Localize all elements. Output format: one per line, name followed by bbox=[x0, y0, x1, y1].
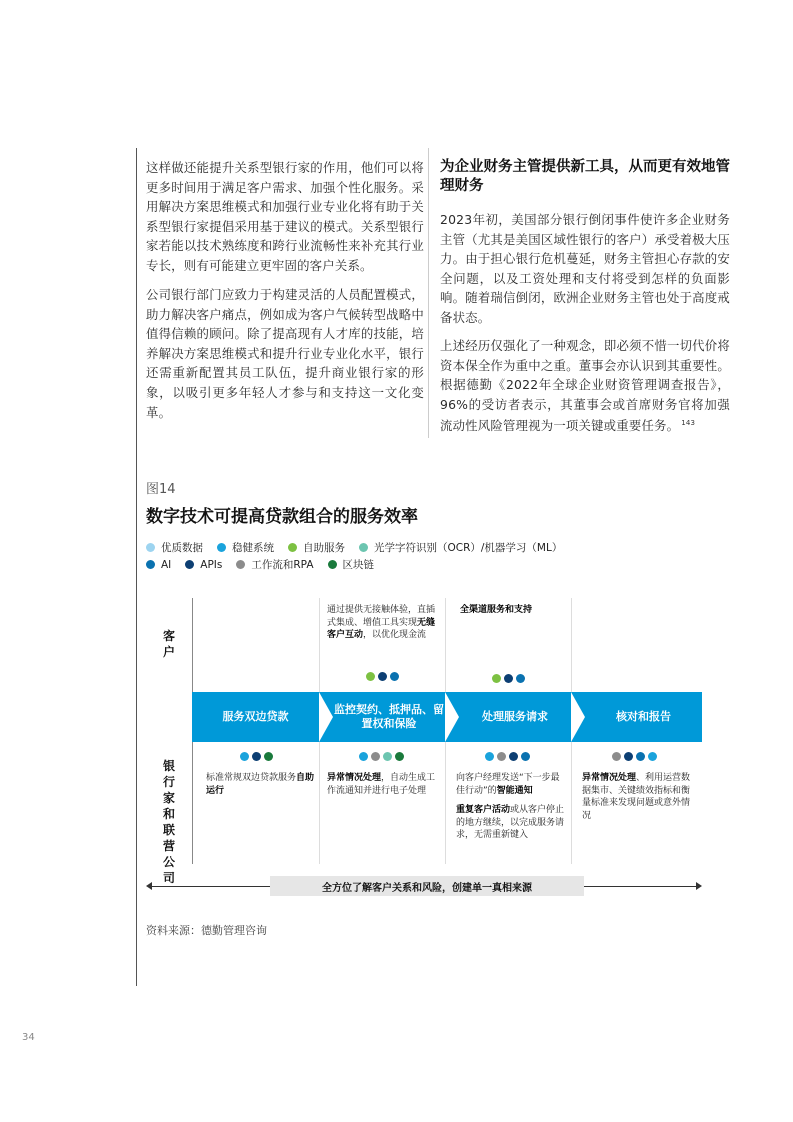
tech-dots bbox=[240, 752, 276, 761]
tech-dots bbox=[612, 752, 660, 761]
legend-item bbox=[185, 559, 222, 571]
circle-icon bbox=[366, 672, 375, 681]
legend-label: APIs bbox=[200, 558, 223, 571]
column-separator bbox=[571, 598, 572, 692]
circle-icon bbox=[236, 560, 245, 569]
circle-icon bbox=[492, 674, 501, 683]
stage-banner bbox=[192, 692, 702, 742]
desc-text: 标准常规双边贷款服务 bbox=[206, 773, 297, 783]
circle-icon bbox=[485, 752, 494, 761]
arrow-right-icon bbox=[696, 882, 702, 890]
desc-text: 向客户经理发送“下一步最佳行动”的 bbox=[456, 773, 560, 796]
circle-icon bbox=[288, 543, 297, 552]
column-separator bbox=[319, 742, 320, 864]
legend-item bbox=[328, 557, 375, 572]
legend-label: 工作流和RPA bbox=[251, 559, 314, 571]
chevron-separator bbox=[445, 692, 459, 742]
circle-icon bbox=[359, 543, 368, 552]
client-desc-3 bbox=[460, 604, 564, 617]
legend-row-1 bbox=[146, 540, 576, 555]
stage-4: 核对和报告 bbox=[616, 710, 671, 723]
column-separator bbox=[319, 598, 320, 692]
chevron-separator bbox=[319, 692, 333, 742]
row-label-banker: 银行家和联营公司 bbox=[162, 759, 175, 885]
desc-text: ，自动生成工作流通知并进行电子处理 bbox=[327, 773, 436, 796]
banker-desc-3 bbox=[456, 772, 566, 797]
figure-source: 资料来源：德勤管理咨询 bbox=[146, 924, 267, 937]
circle-icon bbox=[390, 672, 399, 681]
tech-dots bbox=[359, 752, 407, 761]
desc-bold: 自助运行 bbox=[206, 773, 315, 796]
circle-icon bbox=[648, 752, 657, 761]
stage-3: 处理服务请求 bbox=[482, 710, 548, 723]
legend-item bbox=[359, 540, 562, 555]
desc-bold: 无缝客户互动 bbox=[327, 617, 436, 640]
circle-icon bbox=[146, 543, 155, 552]
circle-icon bbox=[624, 752, 633, 761]
axis-line-top bbox=[192, 598, 193, 692]
legend-row-2 bbox=[146, 557, 388, 572]
tech-dots bbox=[492, 674, 528, 683]
right-paragraph-2-text: 上述经历仅强化了一种观念，即必须不惜一切代价将资本保全作为重中之重。董事会亦认识到其重要性。根据德勤《2022年全球企业财资管理调查报告》，96%的受访者表示，其董事会或首席财务官将加强流动性风险管理视为一项关键或重要任务。 bbox=[440, 338, 730, 434]
arrow-left-icon bbox=[146, 882, 152, 890]
right-paragraph-1: 2023年初，美国部分银行倒闭事件使许多企业财务主管（尤其是美国区域性银行的客户）承受着极大压力。由于担心银行危机蔓延，财务主管担心存款的安全问题，以及工资处理和支付将受到怎样的负面影响。随着瑞信倒闭，欧洲企业财务主管也处于高度戒备状态。 bbox=[440, 212, 730, 325]
page-number: 34 bbox=[22, 1032, 35, 1043]
right-paragraph-2 bbox=[440, 336, 730, 436]
banker-desc-1 bbox=[206, 772, 316, 797]
chevron-separator bbox=[571, 692, 585, 742]
circle-icon bbox=[240, 752, 249, 761]
circle-icon bbox=[146, 560, 155, 569]
circle-icon bbox=[612, 752, 621, 761]
banker-desc-2 bbox=[327, 772, 439, 797]
circle-icon bbox=[636, 752, 645, 761]
client-desc-2 bbox=[327, 604, 439, 642]
section-heading: 为企业财务主管提供新工具，从而更有效地管理财务 bbox=[440, 159, 730, 194]
column-separator bbox=[445, 598, 446, 692]
banker-desc-4 bbox=[582, 772, 696, 822]
desc-bold: 智能通知 bbox=[496, 785, 533, 796]
circle-icon bbox=[328, 560, 337, 569]
circle-icon bbox=[359, 752, 368, 761]
circle-icon bbox=[264, 752, 273, 761]
desc-bold: 异常情况处理 bbox=[582, 773, 637, 783]
footnote-ref: 143 bbox=[681, 419, 696, 428]
column-separator bbox=[571, 742, 572, 864]
legend-item bbox=[236, 557, 313, 572]
axis-line-bottom bbox=[192, 742, 193, 864]
desc-bold: 异常情况处理 bbox=[327, 773, 382, 783]
legend-label: 自助服务 bbox=[303, 542, 345, 554]
left-rule bbox=[136, 148, 137, 986]
figure-label: 图14 bbox=[146, 482, 176, 497]
circle-icon bbox=[185, 560, 194, 569]
legend-item bbox=[288, 540, 345, 555]
circle-icon bbox=[516, 674, 525, 683]
column-separator bbox=[445, 742, 446, 864]
circle-icon bbox=[395, 752, 404, 761]
circle-icon bbox=[504, 674, 513, 683]
banker-desc-3b bbox=[456, 804, 566, 842]
desc-text: ，以优化现金流 bbox=[363, 630, 427, 640]
circle-icon bbox=[217, 543, 226, 552]
circle-icon bbox=[383, 752, 392, 761]
legend-label: 光学字符识别（OCR）/机器学习（ML） bbox=[374, 542, 563, 554]
circle-icon bbox=[378, 672, 387, 681]
stage-2: 监控契约、抵押品、留置权和保险 bbox=[334, 703, 444, 730]
legend-item bbox=[146, 540, 203, 555]
desc-bold: 全渠道服务和支持 bbox=[460, 605, 533, 615]
legend-label: 稳健系统 bbox=[232, 542, 274, 554]
stage-1: 服务双边贷款 bbox=[222, 710, 289, 723]
figure-title: 数字技术可提高贷款组合的服务效率 bbox=[146, 507, 418, 527]
desc-text: 通过提供无接触体验，直插式集成、增值工具实现 bbox=[327, 605, 436, 628]
single-source-label: 全方位了解客户关系和风险，创建单一真相来源 bbox=[270, 876, 584, 896]
circle-icon bbox=[371, 752, 380, 761]
legend-label: 区块链 bbox=[342, 559, 375, 571]
desc-text: 、利用运营数据集市、关键绩效指标和衡量标准来发现问题或意外情况 bbox=[582, 773, 691, 821]
circle-icon bbox=[509, 752, 518, 761]
tech-dots bbox=[485, 752, 533, 761]
column-divider bbox=[428, 148, 429, 438]
circle-icon bbox=[497, 752, 506, 761]
desc-bold: 重复客户活动 bbox=[456, 805, 511, 815]
legend-item bbox=[217, 540, 274, 555]
service-flow-diagram bbox=[146, 598, 702, 898]
circle-icon bbox=[521, 752, 530, 761]
circle-icon bbox=[252, 752, 261, 761]
legend-label: 优质数据 bbox=[161, 542, 203, 554]
legend-item bbox=[146, 559, 171, 571]
legend-label: AI bbox=[161, 558, 172, 571]
left-paragraph-2: 公司银行部门应致力于构建灵活的人员配置模式，助力解决客户痛点，例如成为客户气候转型战略中值得信赖的顾问。除了提高现有人才库的技能，培养解决方案思维模式和提升行业专业化水平，银行还需重新配置其员工队伍，提升商业银行家的形象，以吸引更多年轻人才参与和支持这一文化变革。 bbox=[146, 287, 424, 420]
tech-dots bbox=[366, 672, 402, 681]
row-label-client: 客户 bbox=[162, 629, 175, 659]
desc-text: 或从客户停止的地方继续，以完成服务请求，无需重新键入 bbox=[456, 805, 565, 840]
left-paragraph-1: 这样做还能提升关系型银行家的作用，他们可以将更多时间用于满足客户需求、加强个性化服务。采用解决方案思维模式和加强行业专业化将有助于关系型银行家提倡采用基于建议的模式。关系型银行家若能以技术熟练度和跨行业流畅性来补充其行业专长，则有可能建立更牢固的客户关系。 bbox=[146, 160, 424, 273]
single-source-bar bbox=[146, 876, 702, 896]
